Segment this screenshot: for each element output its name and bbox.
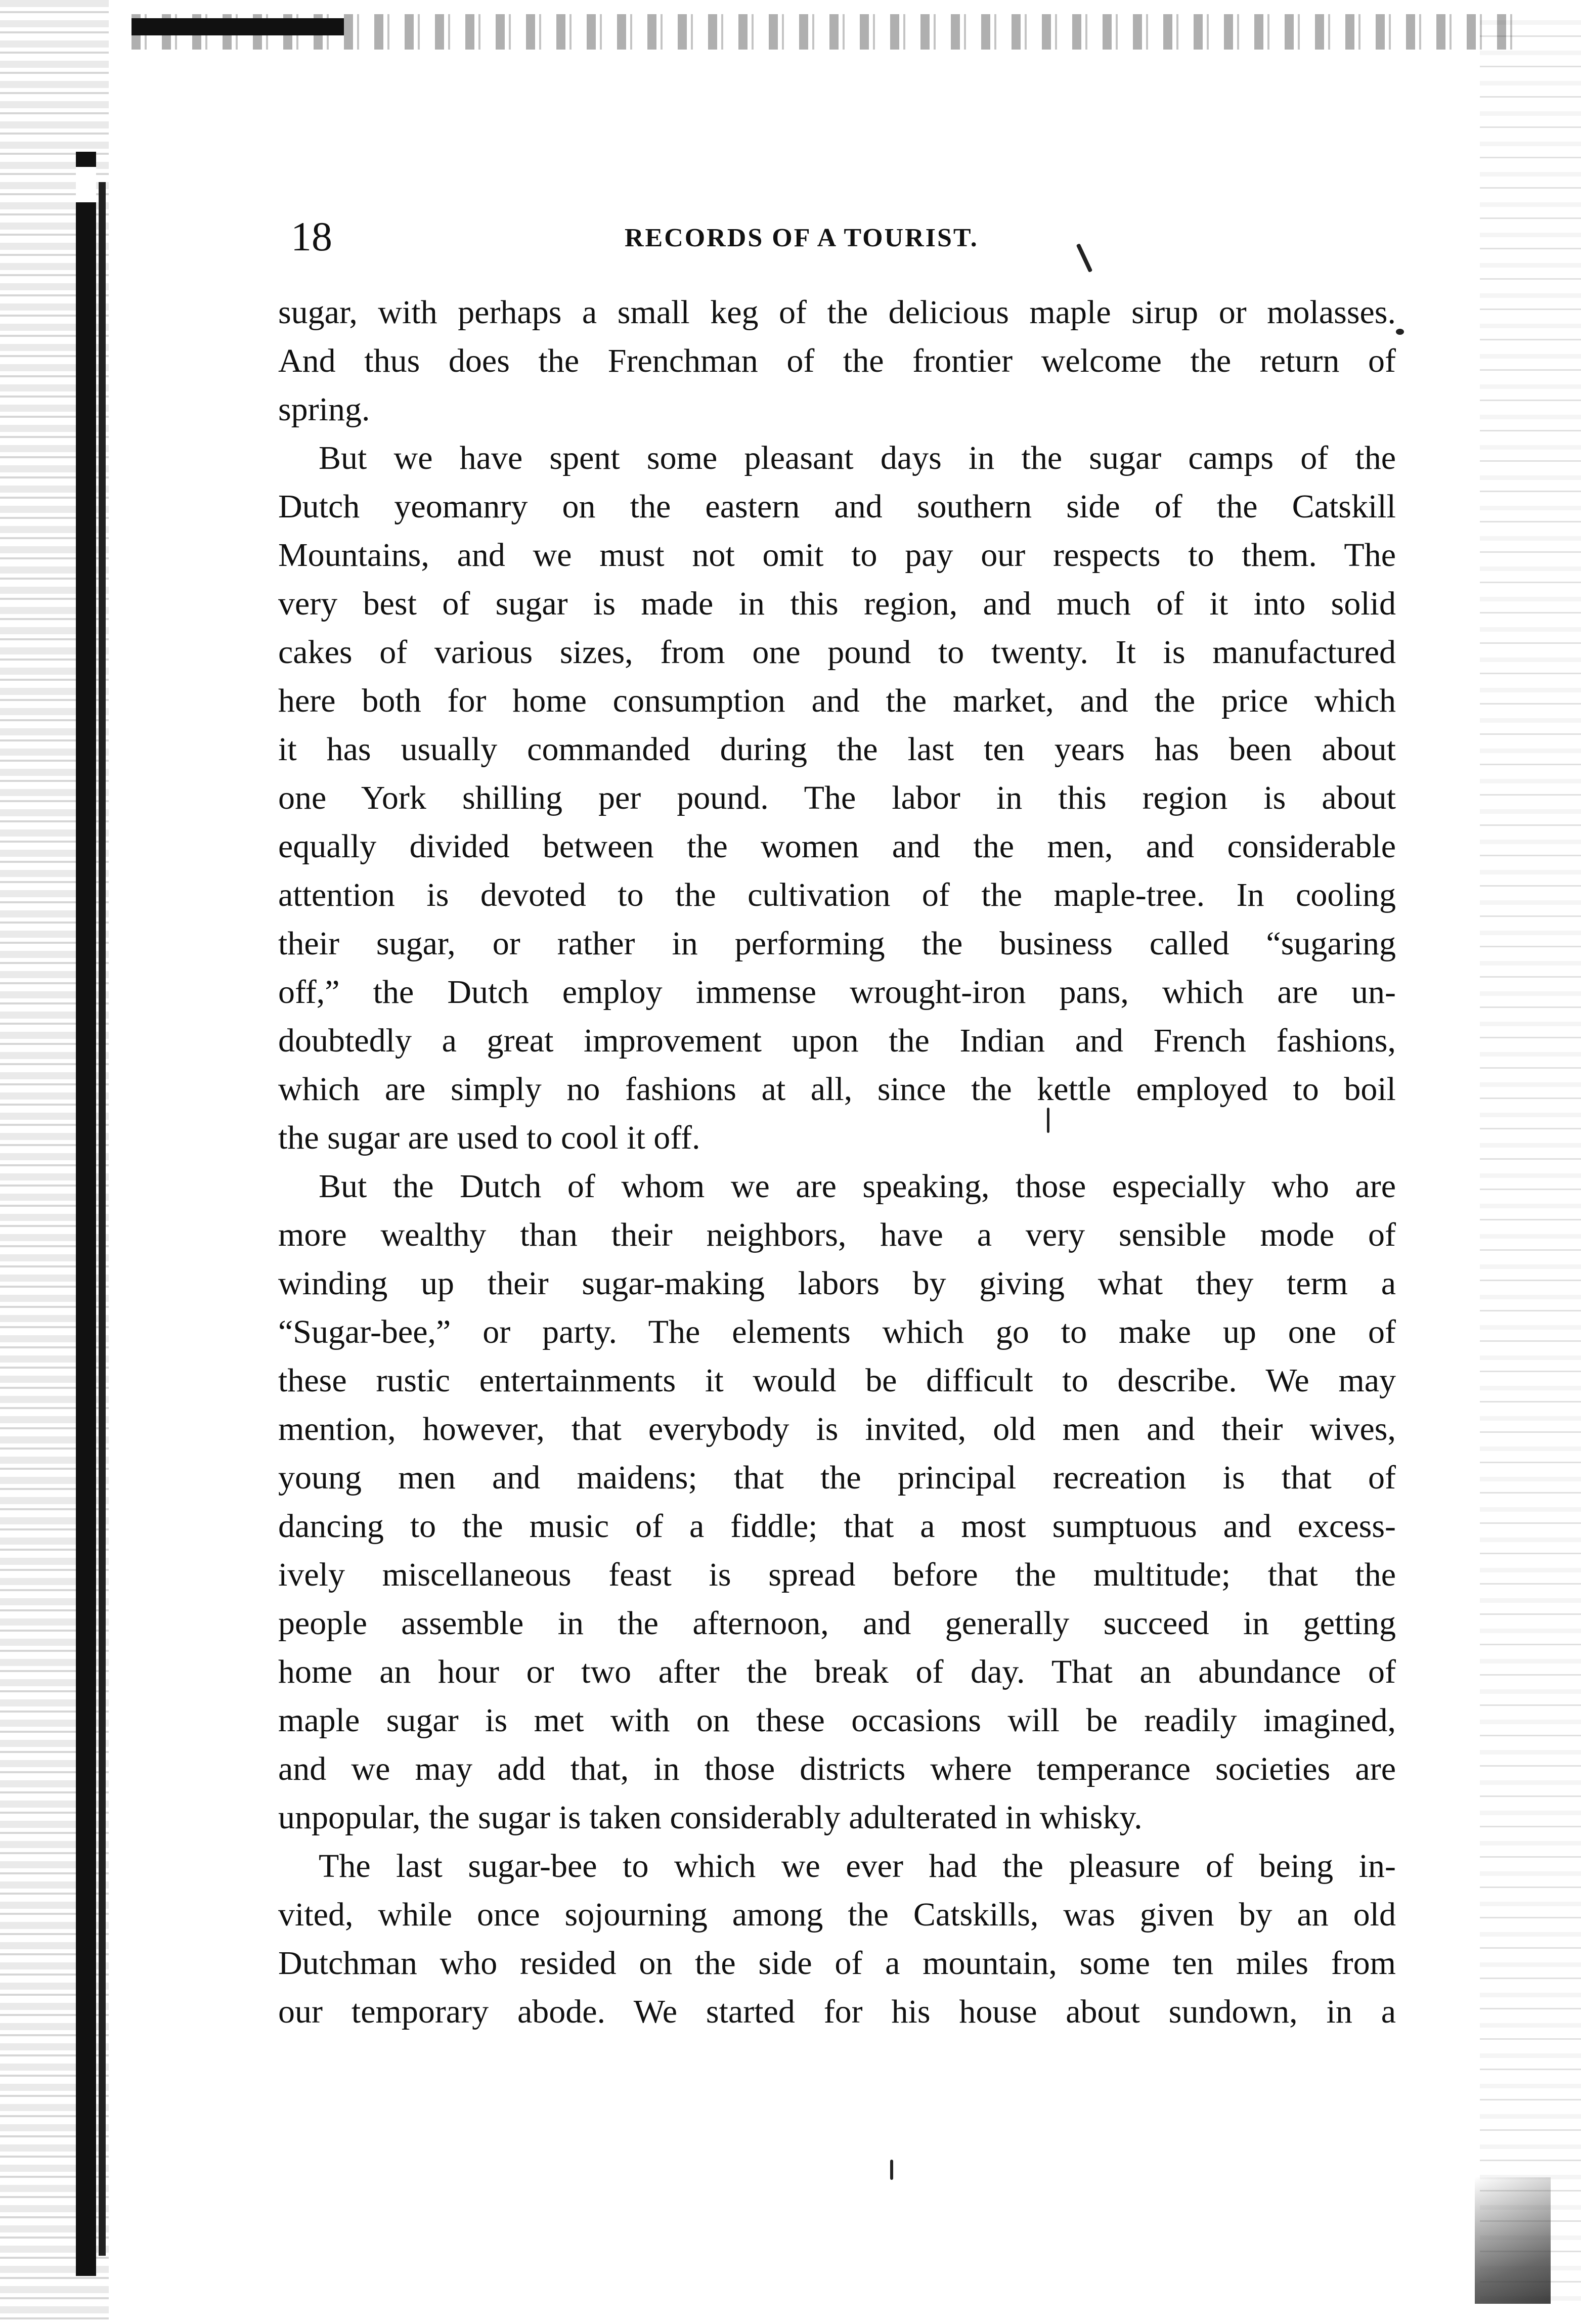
text-line: Mountains, and we must not omit to pay our respects to them. The [278,537,1396,574]
text-line: mention, however, that everybody is invited, old men and their wives, [278,1411,1396,1448]
text-line: and we may add that, in those districts where temperance societies are [278,1750,1396,1787]
text-line: But the Dutch of whom we are speaking, those especially who are [319,1168,1396,1205]
text-line: vited, while once sojourning among the Catskills, was given by an old [278,1896,1396,1933]
page-header [291,211,1391,267]
scan-artifact-top-dark [131,18,344,35]
text-line: dancing to the music of a fiddle; that a most sumptuous and excess- [278,1508,1396,1545]
text-line: And thus does the Frenchman of the frontier welcome the return of [278,342,1396,379]
text-line: unpopular, the sugar is taken considerably adulterated in whisky. [278,1799,1143,1836]
text-line: which are simply no fashions at all, since the kettle employed to boil [278,1071,1396,1108]
text-line: ively miscellaneous feast is spread before the multitude; that the [278,1556,1396,1593]
text-line: it has usually commanded during the last ten years has been about [278,731,1396,768]
page-number: 18 [291,213,332,259]
text-line: the sugar are used to cool it off. [278,1119,700,1156]
text-line: attention is devoted to the cultivation of the maple-tree. In cooling [278,876,1396,913]
text-line: cakes of various sizes, from one pound to twenty. It is manufactured [278,634,1396,671]
text-line: one York shilling per pound. The labor in this region is about [278,779,1396,816]
binding-edge [76,152,96,2276]
body-text [278,288,1396,2036]
text-line: spring. [278,391,370,428]
text-line: young men and maidens; that the principal recreation is that of [278,1459,1396,1496]
text-line: here both for home consumption and the market, and the price which [278,682,1396,719]
text-line: Dutchman who resided on the side of a mountain, some ten miles from [278,1945,1396,1982]
binding-edge-inner [99,182,106,2256]
ink-speck [1396,329,1404,335]
text-line: people assemble in the afternoon, and generally succeed in getting [278,1605,1396,1642]
binding-gap [76,167,96,202]
text-line: these rustic entertainments it would be difficult to describe. We may [278,1362,1396,1399]
text-line: “Sugar-bee,” or party. The elements which go to make up one of [278,1313,1396,1350]
text-line: sugar, with perhaps a small keg of the delicious maple sirup or molasses. [278,294,1396,331]
text-line: But we have spent some pleasant days in the sugar camps of the [319,440,1396,476]
text-line: our temporary abode. We started for his house about sundown, in a [278,1993,1396,2030]
text-line: their sugar, or rather in performing the business called “sugaring [278,925,1396,962]
ink-speck [890,2160,893,2180]
text-line: home an hour or two after the break of day. That an abundance of [278,1653,1396,1690]
running-head: RECORDS OF A TOURIST. [625,224,979,252]
text-line: more wealthy than their neighbors, have a very sensible mode of [278,1216,1396,1253]
text-line: maple sugar is met with on these occasions will be readily imagined, [278,1702,1396,1739]
page-corner-shadow [1475,2177,1551,2304]
text-line: equally divided between the women and the men, and considerable [278,828,1396,865]
text-line: The last sugar-bee to which we ever had the pleasure of being in- [319,1848,1396,1884]
text-line: very best of sugar is made in this region, and much of it into solid [278,585,1396,622]
text-line: winding up their sugar-making labors by giving what they term a [278,1265,1396,1302]
text-line: Dutch yeomanry on the eastern and southern side of the Catskill [278,488,1396,525]
text-line: doubtedly a great improvement upon the Indian and French fashions, [278,1022,1396,1059]
text-line: off,” the Dutch employ immense wrought-iron pans, which are un- [278,974,1396,1011]
page-edge-shadow [1480,20,1581,2306]
